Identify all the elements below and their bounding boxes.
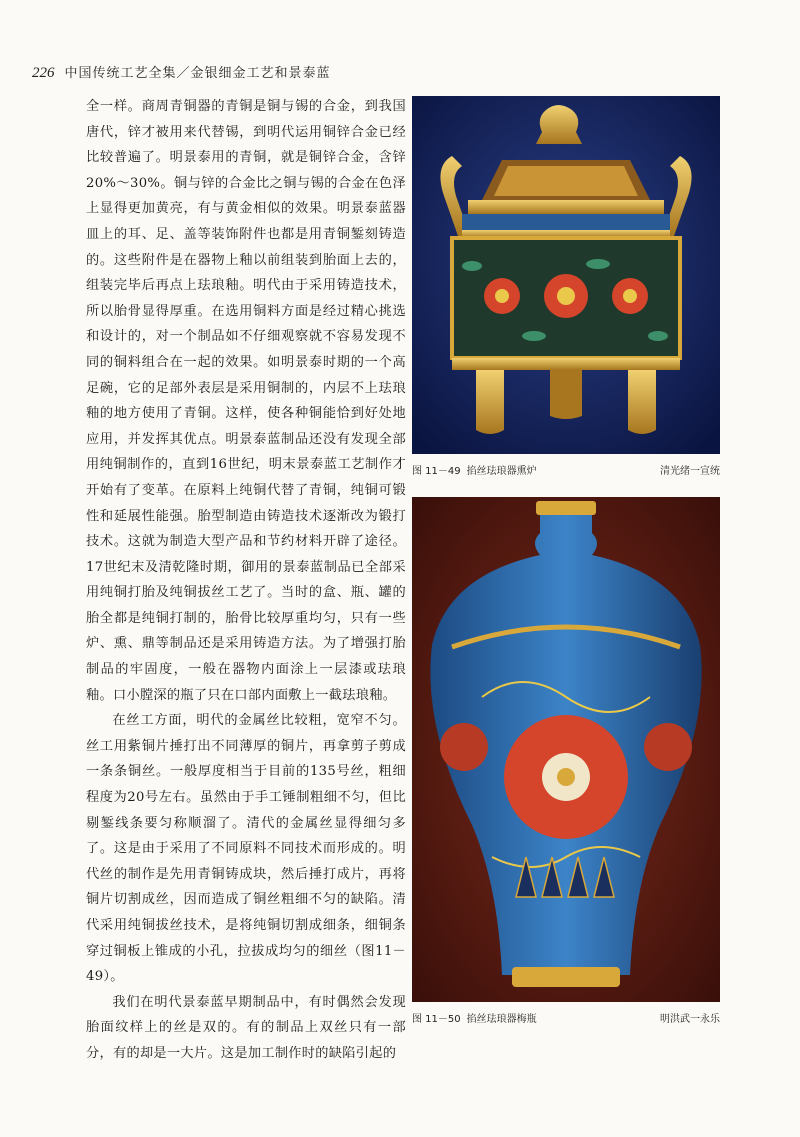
figure-caption-11-50 [412, 1010, 720, 1025]
figure-caption-11-49 [412, 462, 720, 477]
running-header [32, 62, 331, 82]
figure-period: 清光绪一宣统 [660, 466, 720, 477]
censer-photo [412, 96, 720, 454]
figure-period: 明洪武一永乐 [660, 1014, 720, 1025]
running-title: 中国传统工艺全集／金银细金工艺和景泰蓝 [64, 66, 331, 81]
figure-title: 掐丝珐琅器梅瓶 [466, 1014, 537, 1025]
figure-number: 图 11－50 [412, 1014, 461, 1025]
figure-title: 掐丝珐琅器熏炉 [466, 466, 537, 477]
vase-photo [412, 497, 720, 1002]
body-text [86, 94, 406, 1067]
figure-number: 图 11－49 [412, 466, 461, 477]
paragraph-3: 我们在明代景泰蓝早期制品中，有时偶然会发现胎面纹样上的丝是双的。有的制品上双丝只有一部分，有的却是一大片。这是加工制作时的缺陷引起的 [86, 994, 406, 1061]
page-number: 226 [32, 65, 55, 81]
paragraph-1: 全一样。商周青铜器的青铜是铜与锡的合金，到我国唐代，锌才被用来代替锡，到明代运用铜锌合金已经比较普遍了。明景泰用的青铜，就是铜锌合金，含锌20%～30%。铜与锌的合金比之铜与锡的合金在色泽上显得更加黄亮，有与黄金相似的效果。明景泰蓝器皿上的耳、足、盖等装饰附件也都是用青铜錾刻铸造的。这些附件是在器物上釉以前组装到胎面上去的，组装完毕后再点上珐琅釉。明代由于采用铸造技术，所以胎骨显得厚重。在选用铜料方面是经过精心挑选和设计的，对一个制品如不仔细观察就不容易发现不同的铜料组合在一起的效果。如明景泰时期的一个高足碗，它的足部外表层是采用铜制的，内层不上珐琅釉的地方使用了青铜。这样，使各种铜能恰到好处地应用，并发挥其优点。明景泰蓝制品还没有发现全部用纯铜制作的，直到16世纪，明末景泰蓝工艺制作才开始有了变革。在原料上纯铜代替了青铜，纯铜可锻性和延展性能强。胎型制造由铸造技术逐渐改为锻打技术。这就为制造大型产品和节约材料开辟了途径。17世纪末及清乾隆时期，御用的景泰蓝制品已全部采用纯铜打胎及纯铜拔丝工艺了。当时的盒、瓶、罐的胎全都是纯铜打制的，胎骨比较厚重均匀，只有一些炉、熏、鼎等制品还是采用铸造方法。为了增强打胎制品的牢固度，一般在器物内面涂上一层漆或珐琅釉。口小膛深的瓶了只在口部内面敷上一截珐琅釉。 [86, 99, 406, 703]
paragraph-2: 在丝工方面，明代的金属丝比较粗，宽窄不匀。丝工用紫铜片捶打出不同薄厚的铜片，再拿剪子剪成一条条铜丝。一般厚度相当于目前的135号丝，粗细程度为20号左右。虽然由于手工锤制粗细不匀，但比剔錾线条要匀称顺溜了。清代的金属丝显得细匀多了。这是由于采用了不同原料不同技术而形成的。明代丝的制作是先用青铜铸成块，然后捶打成片，再将铜片切割成丝，因而造成了铜丝粗细不匀的缺陷。清代采用纯铜拔丝技术，是将纯铜切割成细条，细铜条穿过铜板上锥成的小孔，拉拔成均匀的细丝（图11－49）。 [86, 713, 406, 985]
